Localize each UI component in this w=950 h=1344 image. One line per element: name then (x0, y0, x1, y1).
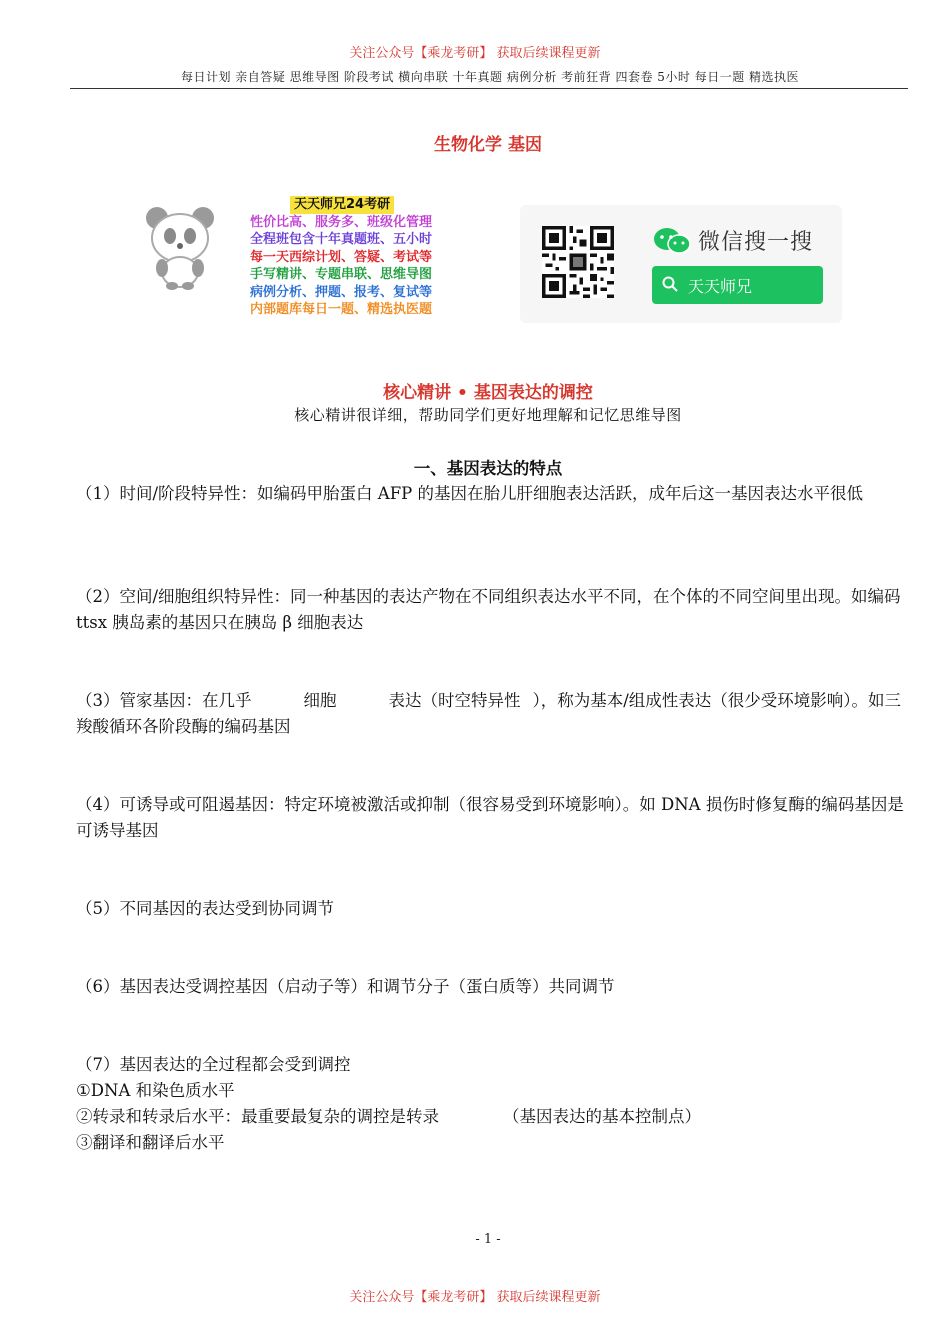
paragraph-3-part-c: 表达（时空特异性 (388, 691, 521, 710)
document-title: 生物化学 基因 (434, 135, 542, 155)
subheading: 一、基因表达的特点 (413, 459, 563, 478)
list-item-2 (76, 1104, 906, 1130)
qr-code-icon (542, 226, 614, 298)
section-subtitle: 核心精讲很详细，帮助同学们更好地理解和记忆思维导图 (294, 406, 682, 424)
paragraph-2: （2）空间/细胞组织特异性：同一种基因的表达产物在不同组织表达水平不同，在个体的不同空间里出现。如编码 ttsx 胰岛素的基因只在胰岛 β 细胞表达 (76, 587, 901, 632)
promo-line: 手写精讲、专题串联、思维导图 (250, 267, 433, 282)
list-item-2-part-b: （基因表达的基本控制点） (503, 1107, 701, 1126)
promo-line: 性价比高、服务多、班级化管理 (250, 214, 433, 230)
paragraph-3-part-b: 细胞 (303, 691, 337, 710)
wechat-logo-icon (652, 226, 692, 256)
paragraph-3-part-a: （3）管家基因：在几乎 (76, 691, 252, 710)
paragraph-7: （7）基因表达的全过程都会受到调控 (76, 1055, 351, 1074)
paragraph-4: （4）可诱导或可阻遏基因：特定环境被激活或抑制（很容易受到环境影响）。如 DNA 损伤时修复酶的编码基因是可诱导基因 (76, 795, 904, 840)
header-menu: 每日计划 亲自答疑 思维导图 阶段考试 横向串联 十年真题 病例分析 考前狂背 四套卷 5小时 每日一题 精选执医 (180, 70, 800, 84)
header-divider (70, 88, 908, 89)
promo-heading: 天天师兄24考研 (290, 196, 394, 214)
wechat-search-text: 天天师兄 (688, 277, 753, 296)
promo-line: 病例分析、押题、报考、复试等 (250, 284, 433, 300)
paragraph-3-part-d: ），称为基本/组成性表达（很少受环境影响）。如三羧酸循环各阶段酶的编码基因 (76, 691, 902, 736)
section-heading: 核心精讲 • 基因表达的调控 (383, 383, 593, 403)
footer-promo: 关注公众号【乘龙考研】 获取后续课程更新 (349, 1290, 601, 1305)
panda-mascot-icon (135, 200, 225, 290)
paragraph-5: （5）不同基因的表达受到协同调节 (76, 899, 334, 918)
wechat-search-label: 微信搜一搜 (698, 230, 814, 255)
list-item-1: ①DNA 和染色质水平 (76, 1081, 235, 1100)
paragraph-6: （6）基因表达受调控基因（启动子等）和调节分子（蛋白质等）共同调节 (76, 977, 615, 996)
page-number: - 1 - (475, 1232, 501, 1247)
promo-line: 内部题库每日一题、精选执医题 (250, 302, 433, 317)
promo-line: 每一天西综计划、答疑、考试等 (250, 249, 433, 265)
list-item-2-part-a: ②转录和转录后水平：最重要最复杂的调控是转录 (76, 1107, 439, 1126)
paragraph-1: （1）时间/阶段特异性：如编码甲胎蛋白 AFP 的基因在胎儿肝细胞表达活跃，成年后这一基因表达水平很低 (76, 484, 864, 503)
wechat-search-box[interactable] (652, 266, 823, 304)
header-promo: 关注公众号【乘龙考研】 获取后续课程更新 (349, 46, 601, 61)
promo-line: 全程班包含十年真题班、五小时 (250, 232, 433, 247)
search-icon (662, 276, 678, 292)
promo-text-block (250, 196, 480, 319)
list-item-3: ③翻译和翻译后水平 (76, 1133, 225, 1152)
paragraph-3 (76, 688, 906, 740)
